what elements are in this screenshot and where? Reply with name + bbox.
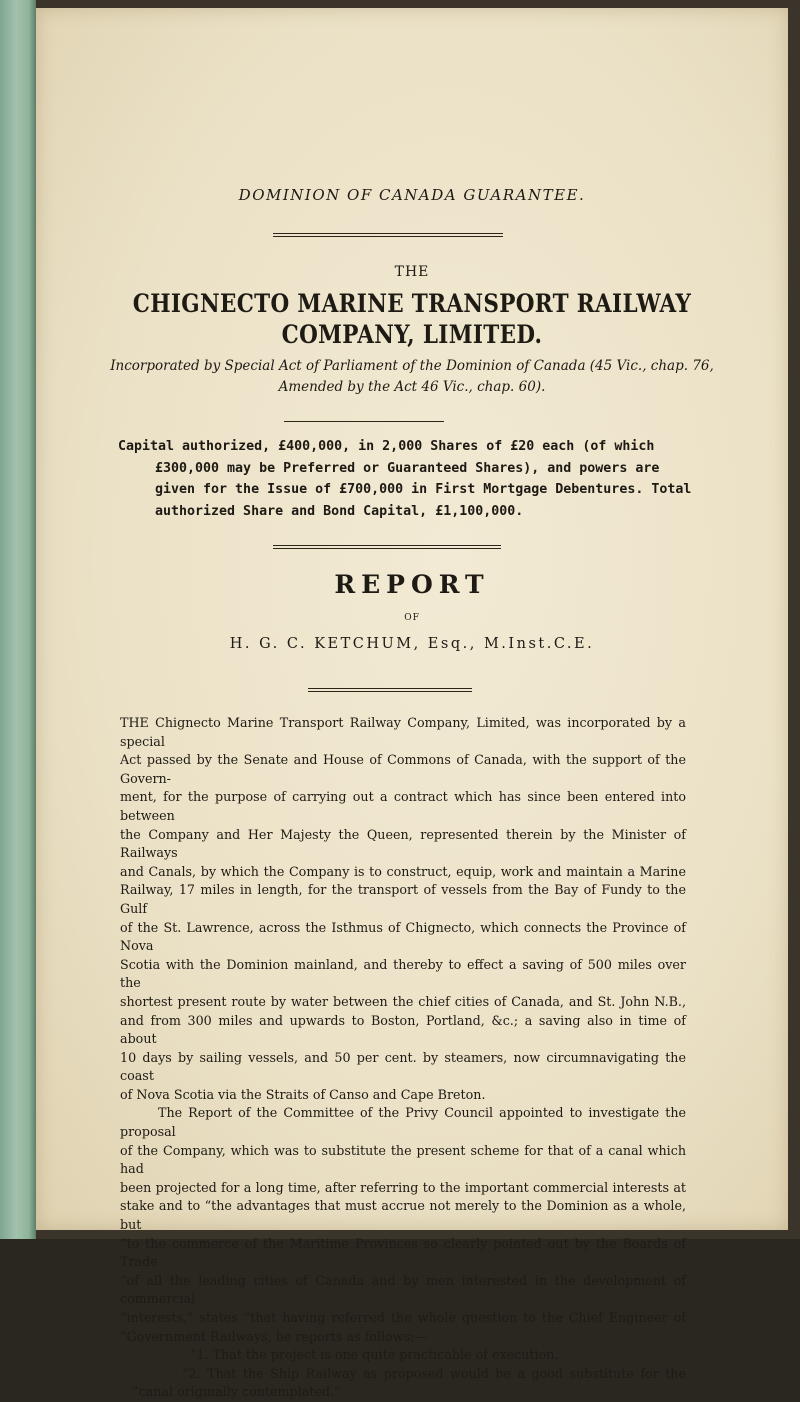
body-line: The Report of the Committee of the Privy Council appointed to investigate the proposal — [120, 1105, 686, 1140]
body-line: of the St. Lawrence, across the Isthmus of Chignecto, which connects the Province of Nova — [120, 919, 686, 954]
capital-statement — [118, 436, 698, 522]
body-line: ment, for the purpose of carrying out a contract which has since been entered into between — [120, 789, 686, 823]
single-rule-divider — [284, 421, 444, 422]
body-line: and from 300 miles and upwards to Boston, Portland, &c.; a saving also in time of about — [120, 1012, 686, 1047]
quoted-item: “1. That the project is one quite practicable of execution. — [190, 1347, 559, 1363]
body-line: THE Chignecto Marine Transport Railway Company, Limited, was incorporated by a special — [120, 715, 686, 749]
incorporation-line-1: Incorporated by Special Act of Parliament of the Dominion of Canada (45 Vic., chap. 76, — [110, 358, 714, 374]
quoted-item: “2. That the Ship Railway as proposed would be a good substitute for the — [182, 1365, 686, 1381]
capital-line: given for the Issue of £700,000 in First Mortgage Debentures. Total — [155, 482, 692, 497]
double-rule-divider — [308, 688, 472, 692]
body-line: Railway, 17 miles in length, for the transport of vessels from the Bay of Fundy to the Gulf — [120, 882, 686, 916]
body-line: “interests,” states “that having referred the whole question to the Chief Engineer of — [120, 1310, 686, 1325]
running-head: DOMINION OF CANADA GUARANTEE. — [238, 186, 586, 204]
report-of-label: OF — [404, 613, 420, 623]
body-line: shortest present route by water between the chief cities of Canada, and St. John N.B., — [120, 993, 686, 1009]
company-title-line-2: COMPANY, LIMITED. — [281, 320, 543, 349]
report-body — [120, 714, 686, 1402]
double-rule-divider — [273, 233, 503, 237]
body-line: 10 days by sailing vessels, and 50 per cent. by steamers, now circumnavigating the coast — [120, 1049, 686, 1084]
body-line: “Government Railways, he reports as follows:— — [120, 1328, 427, 1344]
company-title-line-1: CHIGNECTO MARINE TRANSPORT RAILWAY — [132, 289, 692, 318]
double-rule-divider — [273, 545, 501, 549]
body-line: “to the commerce of the Maritime Provinces so clearly pointed out by the Boards of Trade — [120, 1235, 686, 1270]
body-line: Scotia with the Dominion mainland, and thereby to effect a saving of 500 miles over the — [120, 956, 686, 991]
body-line: “of all the leading cities of Canada and by men interested in the development of commercial — [120, 1272, 686, 1307]
body-line: been projected for a long time, after referring to the important commercial interests at — [120, 1179, 686, 1195]
incorporation-line-2: Amended by the Act 46 Vic., chap. 60). — [278, 379, 546, 395]
document-page — [36, 8, 788, 1400]
capital-line: Capital authorized, £400,000, in 2,000 Shares of £20 each (of which — [118, 439, 655, 454]
body-line: and Canals, by which the Company is to construct, equip, work and maintain a Marine — [120, 863, 686, 879]
title-article: THE — [394, 264, 430, 280]
report-heading: REPORT — [334, 570, 490, 599]
capital-line: £300,000 may be Preferred or Guaranteed Shares), and powers are — [155, 460, 660, 476]
company-title — [89, 288, 736, 350]
body-line: of Nova Scotia via the Straits of Canso and Cape Breton. — [120, 1086, 486, 1102]
capital-line: authorized Share and Bond Capital, £1,100,000. — [155, 503, 524, 519]
body-line: the Company and Her Majesty the Queen, represented therein by the Minister of Railways — [120, 826, 686, 861]
report-author: H. G. C. KETCHUM, Esq., M.Inst.C.E. — [229, 636, 595, 652]
body-line: of the Company, which was to substitute the present scheme for that of a canal which had — [120, 1142, 686, 1177]
incorporation-note — [36, 356, 788, 398]
body-line: stake and to “the advantages that must accrue not merely to the Dominion as a whole, but — [120, 1198, 686, 1233]
quoted-item-continued: “canal originally contemplated.” — [132, 1384, 341, 1400]
body-line: Act passed by the Senate and House of Commons of Canada, with the support of the Govern- — [120, 752, 686, 786]
book-binding-edge — [0, 0, 36, 1239]
